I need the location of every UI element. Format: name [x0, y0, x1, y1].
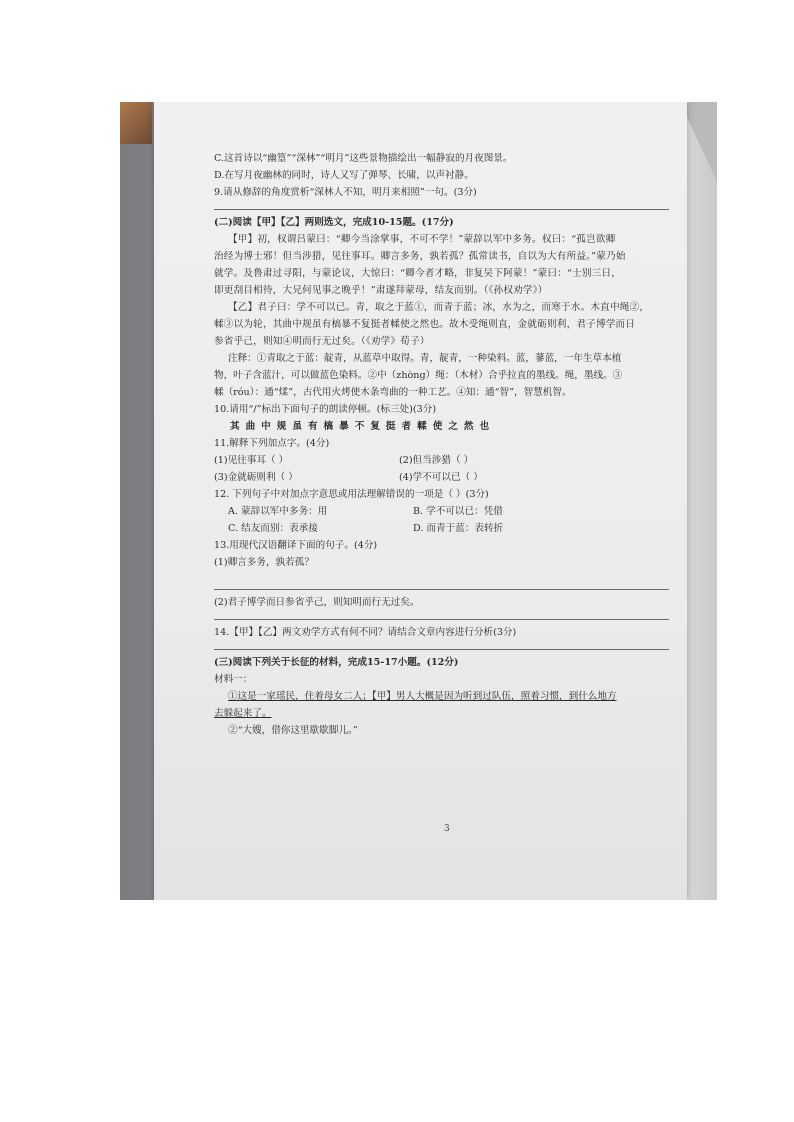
q13-item-2: (2)君子博学而日参省乎己，则知明而行无过矣。	[214, 597, 420, 608]
material-1-label: 材料一：	[214, 674, 253, 685]
passage-jia-line: 即更刮目相待，大兄何见事之晚乎！”肃遂拜蒙母，结友而别。（《孙权劝学》）	[214, 285, 548, 296]
answer-line	[214, 209, 669, 210]
passage-yi-line: 【乙】君子曰：学不可以已。青，取之于蓝①，而青于蓝；冰，水为之，而寒于水。木直中绳②，	[228, 302, 650, 313]
notes-line: 輮（róu）：通“煣”，古代用火烤使木条弯曲的一种工艺。④知：通“智”，智慧机智。	[214, 387, 572, 398]
q12-option-a: A. 蒙辞以军中多务：用	[228, 506, 328, 517]
question-14: 14.【甲】【乙】两文劝学方式有何不同？请结合文章内容进行分析(3分)	[214, 627, 517, 638]
material-1-line: 去躲起来了。	[214, 708, 272, 719]
question-13: 13.用现代汉语翻译下面的句子。(4分)	[214, 540, 378, 551]
q11-item-1: (1)见往事耳（ ）	[214, 455, 289, 466]
question-11-row	[214, 452, 704, 469]
answer-line	[214, 589, 669, 590]
section-3-title: (三)阅读下列关于长征的材料，完成15-17小题。(12分)	[214, 657, 459, 668]
option-d: D.在写月夜幽林的同时，诗人又写了弹琴、长啸，以声衬静。	[214, 170, 474, 181]
question-10-sentence: 其曲中规虽有槁暴不复挺者輮使之然也	[230, 421, 496, 432]
page-content	[214, 150, 704, 739]
notes-line: 物，叶子含蓝汁，可以做蓝色染料。②中（zhòng）绳：（木材）合乎拉直的墨线。绳，墨线。③	[214, 370, 623, 381]
passage-jia-line: 治经为博士邪！但当涉猎，见往事耳。卿言多务，孰若孤？孤常读书，自以为大有所益。”蒙乃始	[214, 251, 626, 262]
question-12: 12. 下列句子中对加点字意思或用法理解错误的一项是（ ）(3分)	[214, 489, 489, 500]
question-11-row	[214, 469, 704, 486]
question-12-row	[214, 520, 704, 537]
passage-yi-line: 参省乎己，则知④明而行无过矣。（《劝学》荀子）	[214, 336, 430, 347]
passage-jia-line: 【甲】初，权谓吕蒙曰：“卿今当涂掌事，不可不学！”蒙辞以军中多务。权曰：“孤岂欲卿	[228, 234, 616, 245]
material-1-line: ②“大嫂，借你这里歇歇脚儿。”	[228, 725, 358, 736]
exam-page	[154, 102, 687, 900]
wooden-desk-corner	[120, 102, 152, 144]
option-c: C.这首诗以“幽篁”“深林”“明月”这些景物描绘出一幅静寂的月夜图景。	[214, 153, 513, 164]
q12-option-c: C. 结友而别：表承接	[228, 523, 318, 534]
material-1-line: ①这是一家瑶民，住着母女二人；【甲】男人大概是因为听到过队伍，照着习惯，到什么地方	[228, 691, 617, 702]
question-9: 9.请从修辞的角度赏析“深林人不知，明月来相照”一句。(3分)	[214, 187, 477, 198]
question-12-row	[214, 503, 704, 520]
answer-line	[214, 619, 669, 620]
q13-item-1: (1)卿言多务，孰若孤？	[214, 557, 314, 568]
page-number: 3	[444, 824, 450, 834]
answer-line	[214, 649, 669, 650]
notes-line: 注释：①青取之于蓝：靛青，从蓝草中取得。青，靛青，一种染料。蓝，蓼蓝，一年生草本植	[228, 353, 622, 364]
q12-option-d: D. 而青于蓝：表转折	[413, 523, 504, 534]
photo-background	[120, 102, 717, 900]
passage-yi-line: 輮③以为轮，其曲中规虽有槁暴不复挺者輮使之然也。故木受绳则直，金就砺则利，君子博学而日	[214, 319, 636, 330]
q12-option-b: B. 学不可以已：凭借	[413, 506, 503, 517]
q11-item-2: (2)但当涉猎（ ）	[399, 455, 474, 466]
q11-item-3: (3)金就砺则利（ ）	[214, 472, 298, 483]
question-10: 10.请用“/”标出下面句子的朗读停顿。(标三处)(3分)	[214, 404, 437, 415]
question-11: 11.解释下列加点字。(4分)	[214, 438, 330, 449]
q11-item-4: (4)学不可以已（ ）	[399, 472, 483, 483]
section-2-title: (二)阅读【甲】【乙】两则选文，完成10-15题。(17分)	[214, 217, 454, 228]
passage-jia-line: 就学。及鲁肃过寻阳，与蒙论议，大惊曰：“卿今者才略，非复吴下阿蒙！”蒙曰：“士别三日，	[214, 268, 622, 279]
